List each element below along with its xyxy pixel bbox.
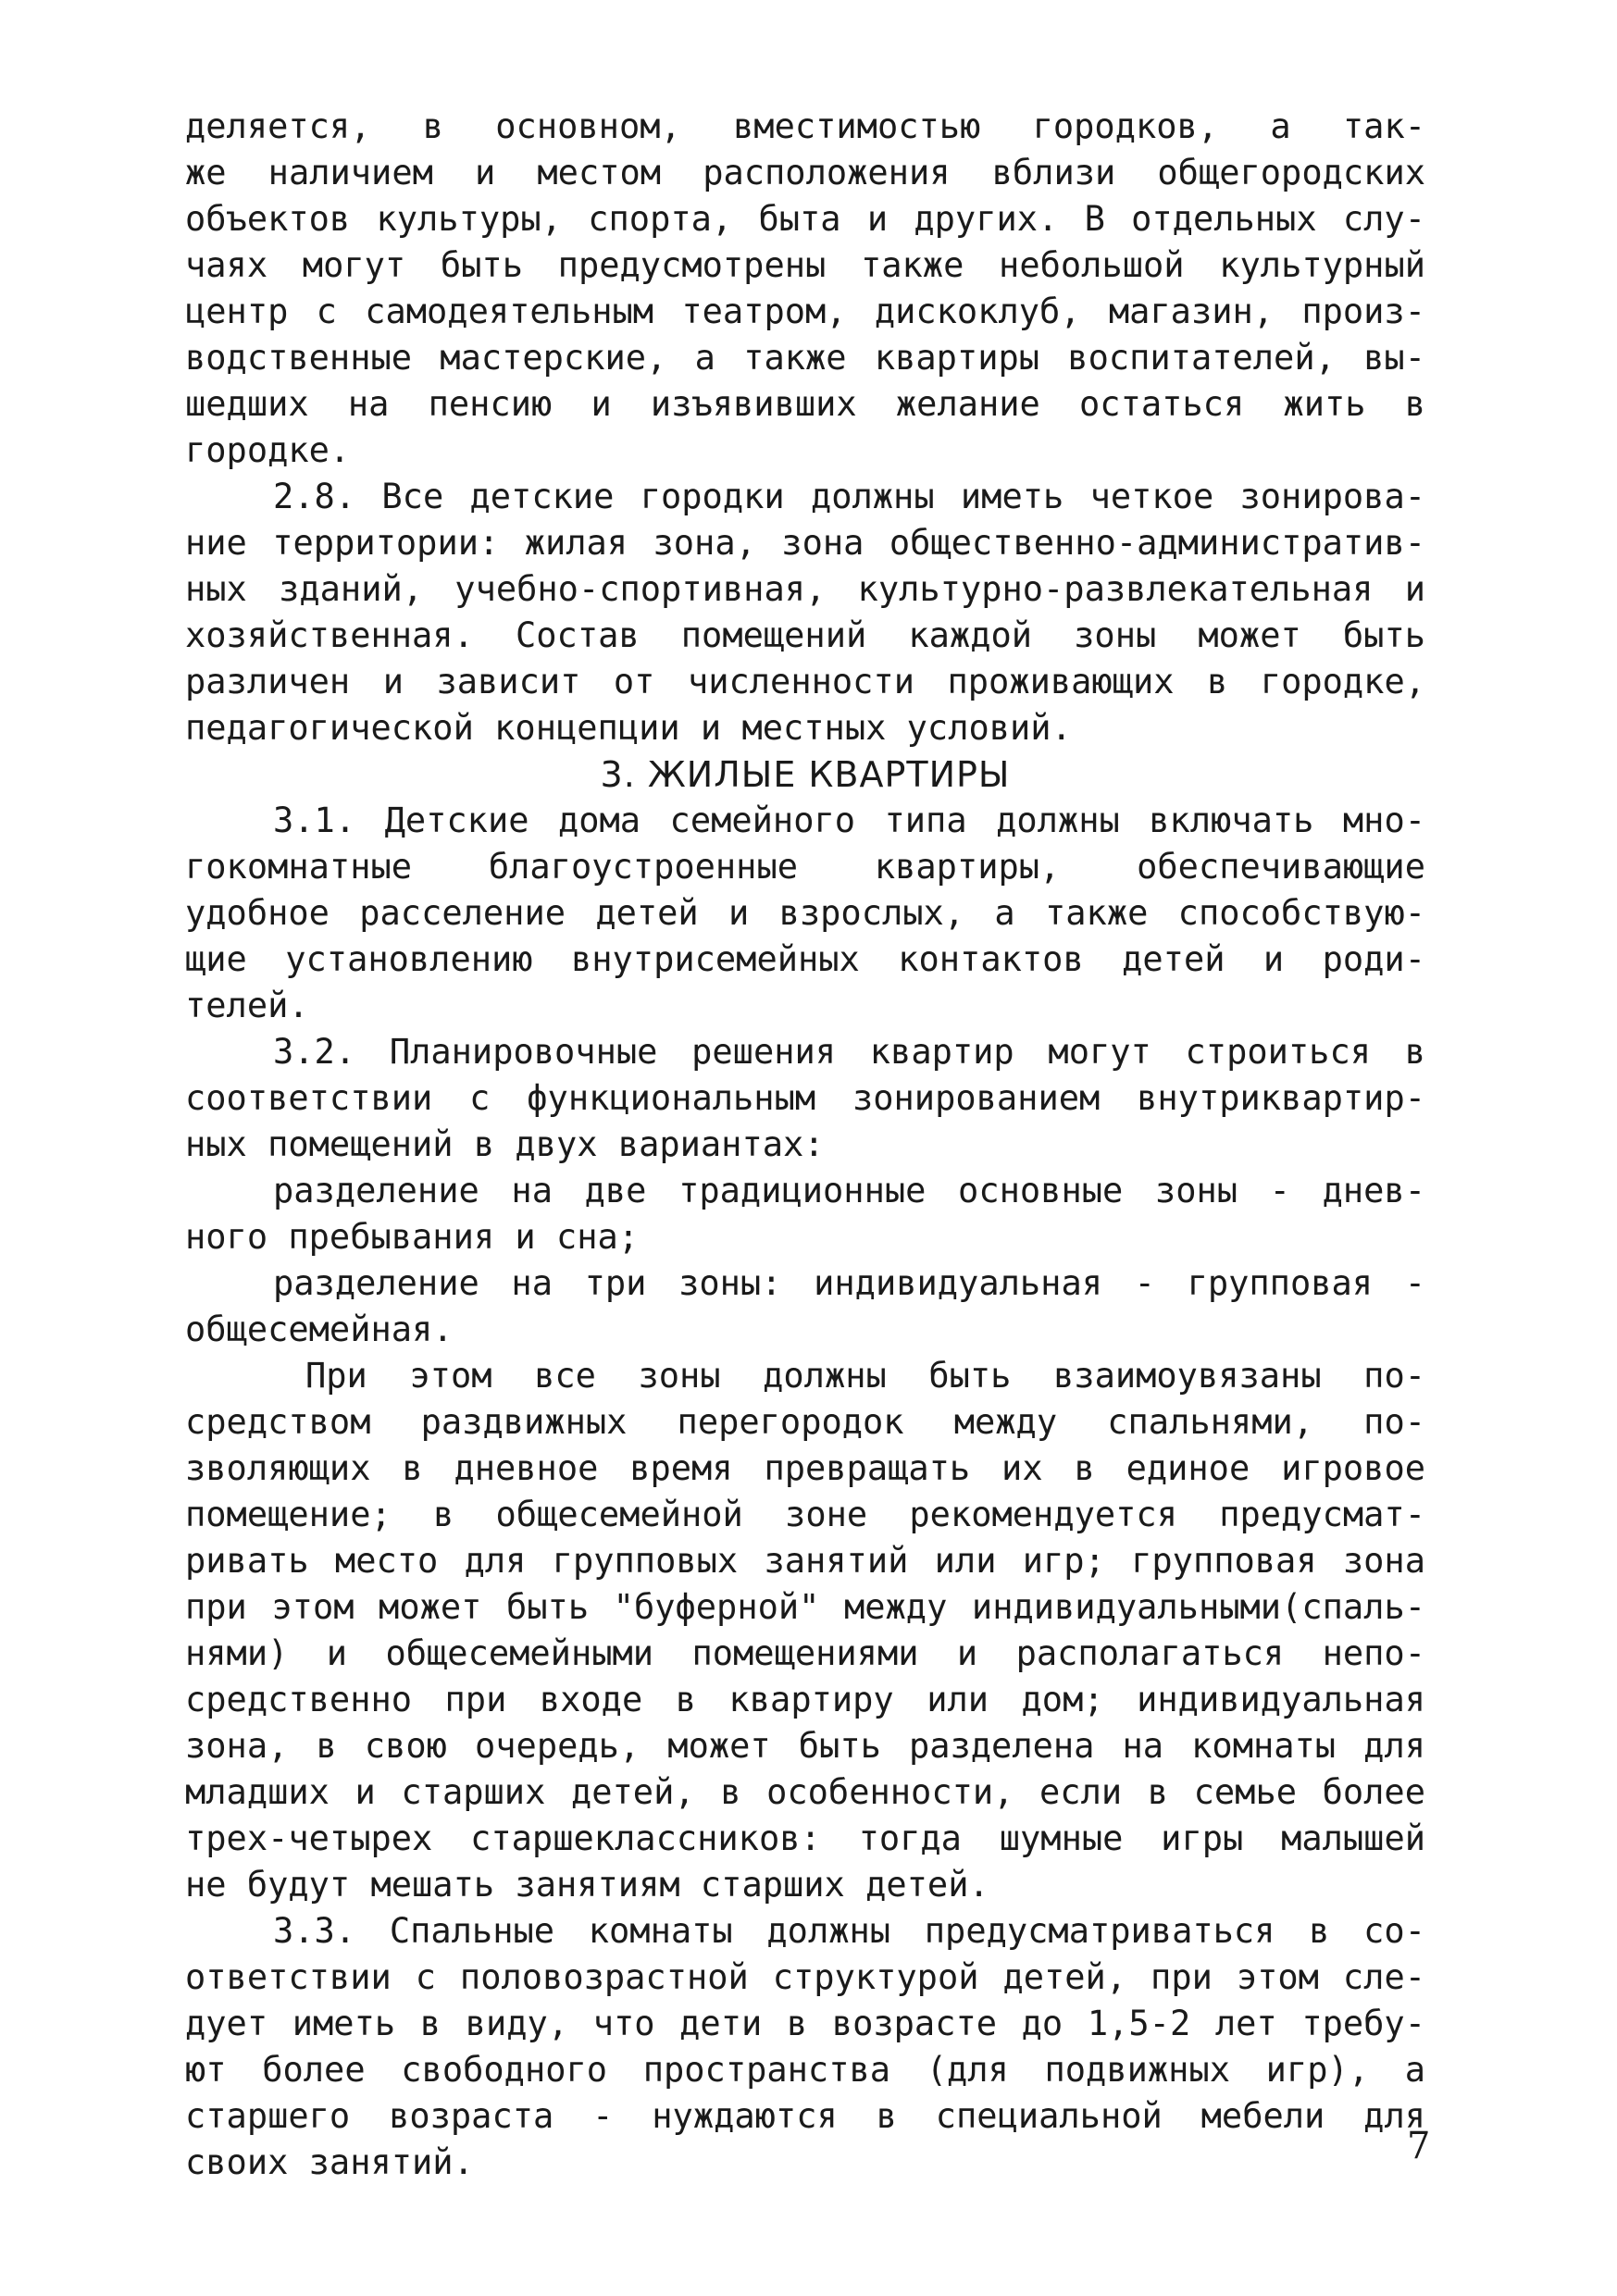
text-line: деляется, в основном, вместимостью городков, а так-: [185, 106, 1425, 146]
text-line: ных помещений в двух вариантах:: [185, 1124, 825, 1164]
text-line: центр с самодеятельным театром, дискоклуб, магазин, произ-: [185, 292, 1425, 331]
section-heading: 3. ЖИЛЫЕ КВАРТИРЫ: [600, 754, 1011, 795]
text-line: дует иметь в виду, что дети в возрасте до 1,5-2 лет требу-: [185, 2004, 1425, 2043]
text-line: же наличием и местом расположения вблизи общегородских: [185, 153, 1425, 192]
paragraph: [185, 1908, 1425, 2186]
text-line: шедших на пенсию и изъявивших желание остаться жить в: [185, 384, 1425, 424]
text-line: разделение на две традиционные основные зоны - днев-: [273, 1171, 1425, 1210]
text-line: ных зданий, учебно-спортивная, культурно-развлекательная и: [185, 569, 1425, 609]
text-line: помещение; в общесемейной зоне рекомендуется предусмат-: [185, 1495, 1425, 1534]
text-line: хозяйственная. Состав помещений каждой зоны может быть: [185, 615, 1425, 655]
text-line: телей.: [185, 986, 309, 1025]
text-line: 2.8. Все детские городки должны иметь четкое зонирова-: [273, 477, 1425, 516]
text-line: гокомнатные благоустроенные квартиры, обеспечивающие: [185, 847, 1425, 887]
text-line: щие установлению внутрисемейных контактов детей и роди-: [185, 939, 1425, 979]
paragraph: [185, 1353, 1425, 1908]
text-line: чаях могут быть предусмотрены также небольшой культурный: [185, 245, 1425, 285]
paragraph: [185, 1029, 1425, 1168]
text-line: 3.2. Планировочные решения квартир могут строиться в: [273, 1032, 1425, 1072]
text-line: ответствии с половозрастной структурой детей, при этом сле-: [185, 1957, 1425, 1997]
text-line: трех-четырех старшеклассников: тогда шумные игры малышей: [185, 1818, 1425, 1858]
text-line: 3.3. Спальные комнаты должны предусматриваться в со-: [273, 1911, 1425, 1951]
paragraph: [185, 474, 1425, 751]
text-line: 3.1. Детские дома семейного типа должны включать мно-: [273, 800, 1425, 840]
text-line: различен и зависит от численности проживающих в городке,: [185, 662, 1425, 701]
text-line: ют более свободного пространства (для подвижных игр), а: [185, 2050, 1425, 2090]
page-number: 7: [1407, 2125, 1431, 2167]
paragraph: [185, 1260, 1425, 1353]
paragraph: [185, 798, 1425, 1029]
paragraph: [185, 104, 1425, 474]
text-line: соответствии с функциональным зонированием внутриквартир-: [185, 1078, 1425, 1118]
text-line: младших и старших детей, в особенности, если в семье более: [185, 1772, 1425, 1812]
text-line: при этом может быть "буферной" между индивидуальными(спаль-: [185, 1587, 1425, 1627]
text-line: старшего возраста - нуждаются в специальной мебели для: [185, 2096, 1425, 2136]
text-line: общесемейная.: [185, 1309, 454, 1349]
document-page: [185, 104, 1425, 2186]
text-line: ривать место для групповых занятий или игр; групповая зона: [185, 1541, 1425, 1581]
text-line: ного пребывания и сна;: [185, 1217, 640, 1257]
text-line: ние территории: жилая зона, зона общественно-административ-: [185, 523, 1425, 563]
text-line: средственно при входе в квартиру или дом; индивидуальная: [185, 1680, 1425, 1719]
text-line: средством раздвижных перегородок между спальнями, по-: [185, 1402, 1425, 1442]
text-line: объектов культуры, спорта, быта и других. В отдельных слу-: [185, 199, 1425, 239]
text-line: При этом все зоны должны быть взаимоувязаны по-: [305, 1356, 1425, 1396]
text-line: педагогической концепции и местных условий.: [185, 708, 1072, 748]
text-line: разделение на три зоны: индивидуальная - групповая -: [273, 1263, 1425, 1303]
text-line: удобное расселение детей и взрослых, а также способствую-: [185, 893, 1425, 933]
text-line: нями) и общесемейными помещениями и располагаться непо-: [185, 1633, 1425, 1673]
text-line: не будут мешать занятиям старших детей.: [185, 1865, 989, 1905]
text-line: водственные мастерские, а также квартиры воспитателей, вы-: [185, 338, 1425, 378]
paragraph: [185, 1168, 1425, 1260]
text-line: городке.: [185, 430, 351, 470]
text-line: своих занятий.: [185, 2142, 474, 2182]
text-line: зволяющих в дневное время превращать их в единое игровое: [185, 1448, 1425, 1488]
text-line: зона, в свою очередь, может быть разделена на комнаты для: [185, 1726, 1425, 1766]
